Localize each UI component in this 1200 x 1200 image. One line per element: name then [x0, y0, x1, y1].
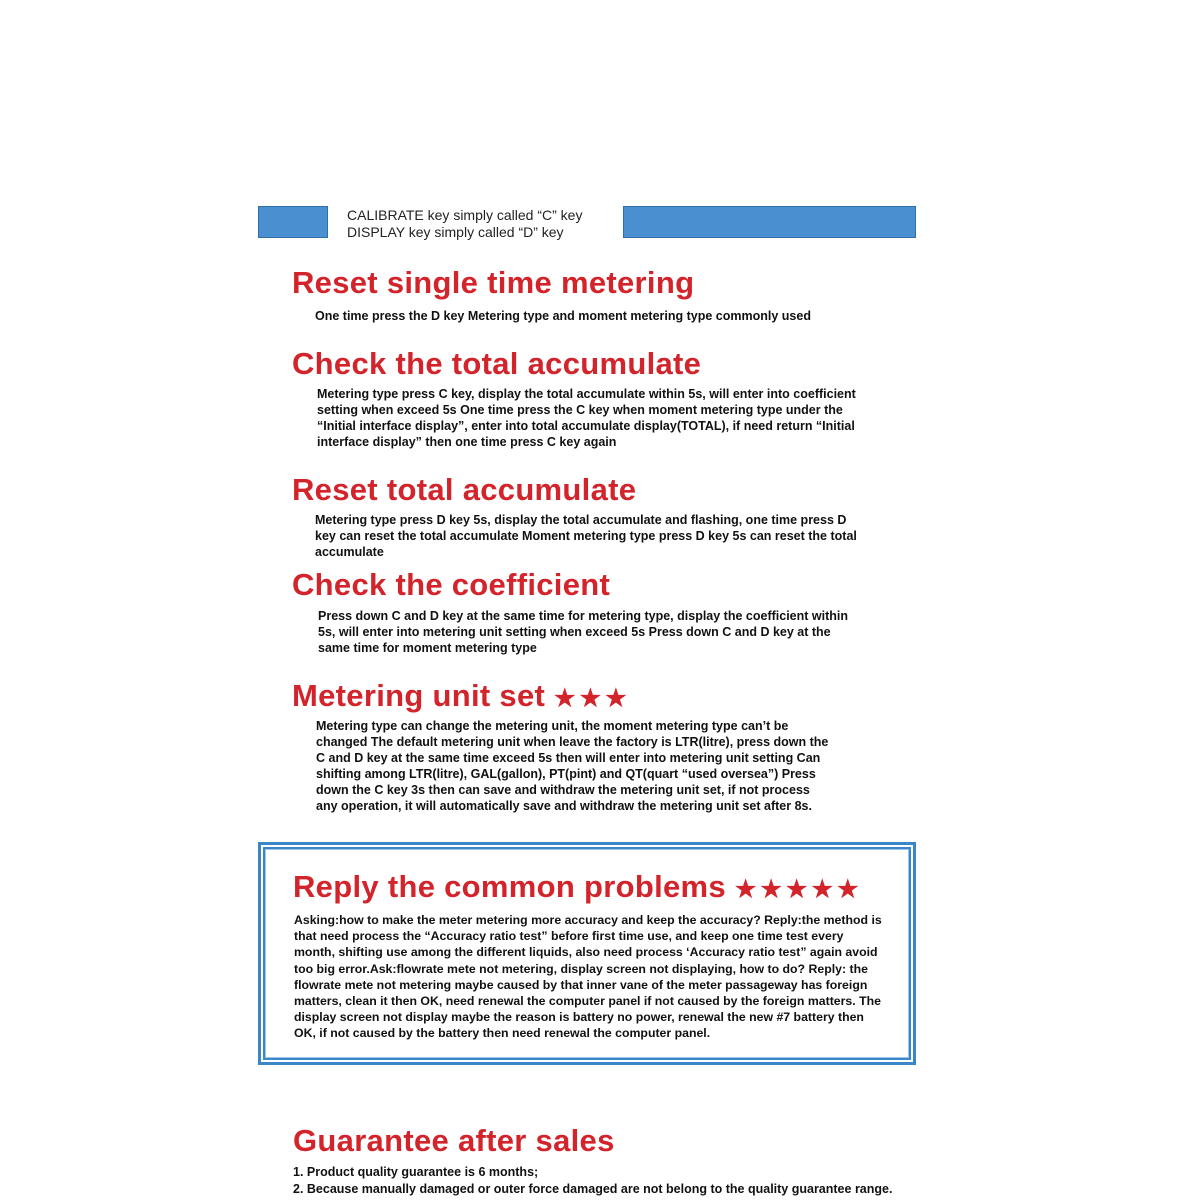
faq-body: Asking:how to make the meter metering more accuracy and keep the accuracy? Reply:the method is that need process the “Accuracy ratio test” before first time use, and keep one time test every month, shifting use among the different liquids, also need process ‘Accuracy ratio test” again avoid too big error.Ask:flowrate mete not metering, display screen not displaying, how to do? Reply: the flowrate mete not metering maybe caused by that inner vane of the meter passageway has foreign matters, clean it then OK, need renewal the computer panel if not caused by the foreign matters. The display screen not display maybe the reason is battery no power, renewal the new #7 battery then OK, if not caused by the battery then need renewal the computer panel. — [294, 913, 882, 1041]
section-body-reset-total: Metering type press D key 5s, display the total accumulate and flashing, one time press D key can reset the total accumulate Moment metering type press D key 5s can reset the total accumulate — [315, 513, 857, 559]
faq-title-text: Reply the common problems — [293, 869, 726, 904]
section-body-check-total: Metering type press C key, display the total accumulate within 5s, will enter into coefficient setting when exceed 5s One time press the C key when moment metering type under the “Initial interface display”, enter into total accumulate display(TOTAL), if need return “Initial interface display” then one time press C key again — [317, 387, 856, 449]
key-notes — [347, 207, 582, 241]
guarantee-item-2: 2. Because manually damaged or outer force damaged are not belong to the quality guarantee range. — [293, 1182, 893, 1196]
decorative-blue-bar-right — [623, 206, 916, 238]
section-body-metering-unit: Metering type can change the metering unit, the moment metering type can’t be changed The default metering unit when leave the factory is LTR(litre), press down the C and D key at the same time exceed 5s then will enter into metering unit setting Can shifting among LTR(litre), GAL(gallon), PT(pint) and QT(quart “used oversea”) Press down the C key 3s then can save and withdraw the metering unit set, if not process any operation, it will automatically save and withdraw the metering unit set after 8s. — [316, 719, 829, 813]
section-body-check-coefficient: Press down C and D key at the same time for metering type, display the coefficient within 5s, will enter into metering unit setting when exceed 5s Press down C and D key at the same time for moment metering type — [318, 609, 848, 655]
section-title-metering-unit — [292, 679, 631, 716]
key-note-calibrate: CALIBRATE key simply called “C” key — [347, 207, 583, 223]
section-title-reset-single: Reset single time metering — [292, 265, 695, 300]
section-title-reset-total: Reset total accumulate — [292, 472, 637, 507]
star-rating-icon: ★★★★★ — [734, 876, 863, 903]
faq-title — [293, 870, 862, 907]
guarantee-title: Guarantee after sales — [293, 1123, 615, 1158]
metering-unit-title-text: Metering unit set — [292, 678, 546, 713]
key-note-display: DISPLAY key simply called “D” key — [347, 224, 564, 240]
section-title-check-coefficient: Check the coefficient — [292, 567, 611, 602]
section-body-reset-single: One time press the D key Metering type and moment metering type commonly used — [315, 309, 811, 323]
section-title-check-total: Check the total accumulate — [292, 346, 702, 381]
guarantee-item-1: 1. Product quality guarantee is 6 months; — [293, 1165, 539, 1179]
decorative-blue-bar-left — [258, 206, 328, 238]
star-rating-icon: ★★★ — [554, 685, 631, 712]
